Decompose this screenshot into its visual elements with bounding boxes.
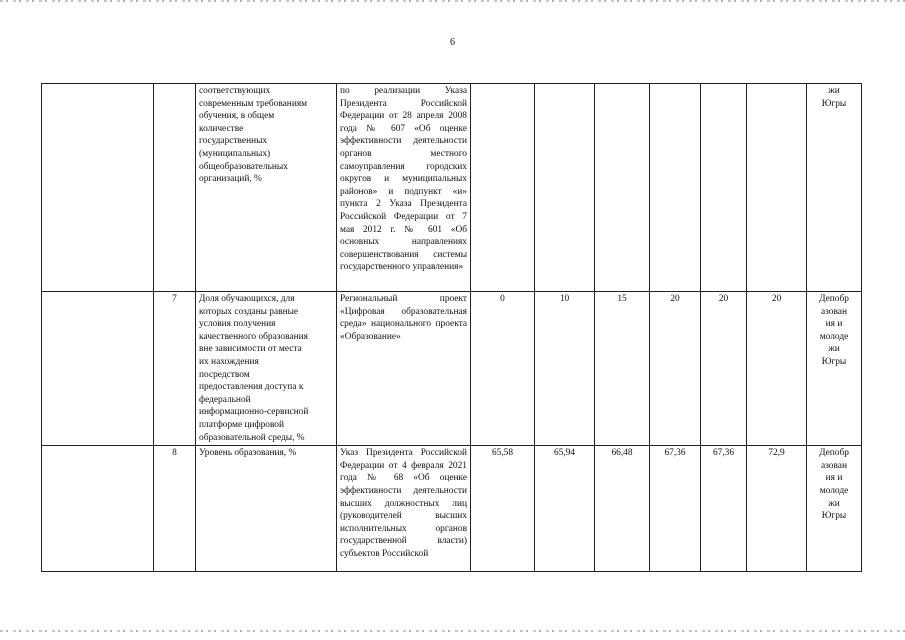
value-cell [471,84,535,292]
table-row [42,292,862,446]
value-cell: 67,36 [701,446,747,572]
blank-cell [42,446,154,572]
responsible-executor: жи Югры [807,84,862,292]
scan-edge-bottom [0,630,905,632]
value-cell: 10 [535,292,595,446]
value-cell [595,84,650,292]
responsible-executor: Депобр азован ия и молоде жи Югры [807,446,862,572]
indicator-name: Уровень образования, % [196,446,337,572]
value-cell: 65,58 [471,446,535,572]
value-cell [535,84,595,292]
value-cell: 67,36 [650,446,701,572]
table-row [42,84,862,292]
value-cell: 20 [747,292,807,446]
value-cell: 72,9 [747,446,807,572]
value-cell: 0 [471,292,535,446]
indicator-basis: по реализации Указа Президента Российской Федерации от 28 апреля 2008 года № 607 «Об оценке эффективности деятельности органов местного самоуправления городских округов и муниципальных районов» и подпункт «и» пункта 2 Указа Президента Российской Федерации от 7 мая 2012 г. № 601 «Об основных направлениях совершенствования системы государственного управления» [337,84,471,292]
responsible-executor: Депобр азован ия и молоде жи Югры [807,292,862,446]
value-cell: 15 [595,292,650,446]
indicator-basis: Региональный проект «Цифровая образовательная среда» национального проекта «Образование» [337,292,471,446]
value-cell [650,84,701,292]
value-cell: 66,48 [595,446,650,572]
blank-cell [42,292,154,446]
value-cell: 20 [650,292,701,446]
row-number: 7 [154,292,196,446]
table-row [42,446,862,572]
page-number: 6 [450,37,455,48]
indicator-name: Доля обучающихся, для которых созданы равные условия получения качественного образования вне зависимости от места их нахождения посредством предоставления доступа к федеральной информационно-сервисной платформе цифровой образовательной среды, % [196,292,337,446]
value-cell [701,84,747,292]
row-number: 8 [154,446,196,572]
scan-edge-top [0,0,905,2]
value-cell [747,84,807,292]
indicator-name: соответствующих современным требованиям обучения, в общем количестве государственных (муниципальных) общеобразовательных организаций, % [196,84,337,292]
indicators-table [41,83,862,572]
value-cell: 20 [701,292,747,446]
indicator-basis: Указ Президента Российской Федерации от 4 февраля 2021 года № 68 «Об оценке эффективности деятельности высших должностных лиц (руководителей высших исполнительных органов государственной власти) субъектов Российской [337,446,471,572]
row-number [154,84,196,292]
blank-cell [42,84,154,292]
value-cell: 65,94 [535,446,595,572]
